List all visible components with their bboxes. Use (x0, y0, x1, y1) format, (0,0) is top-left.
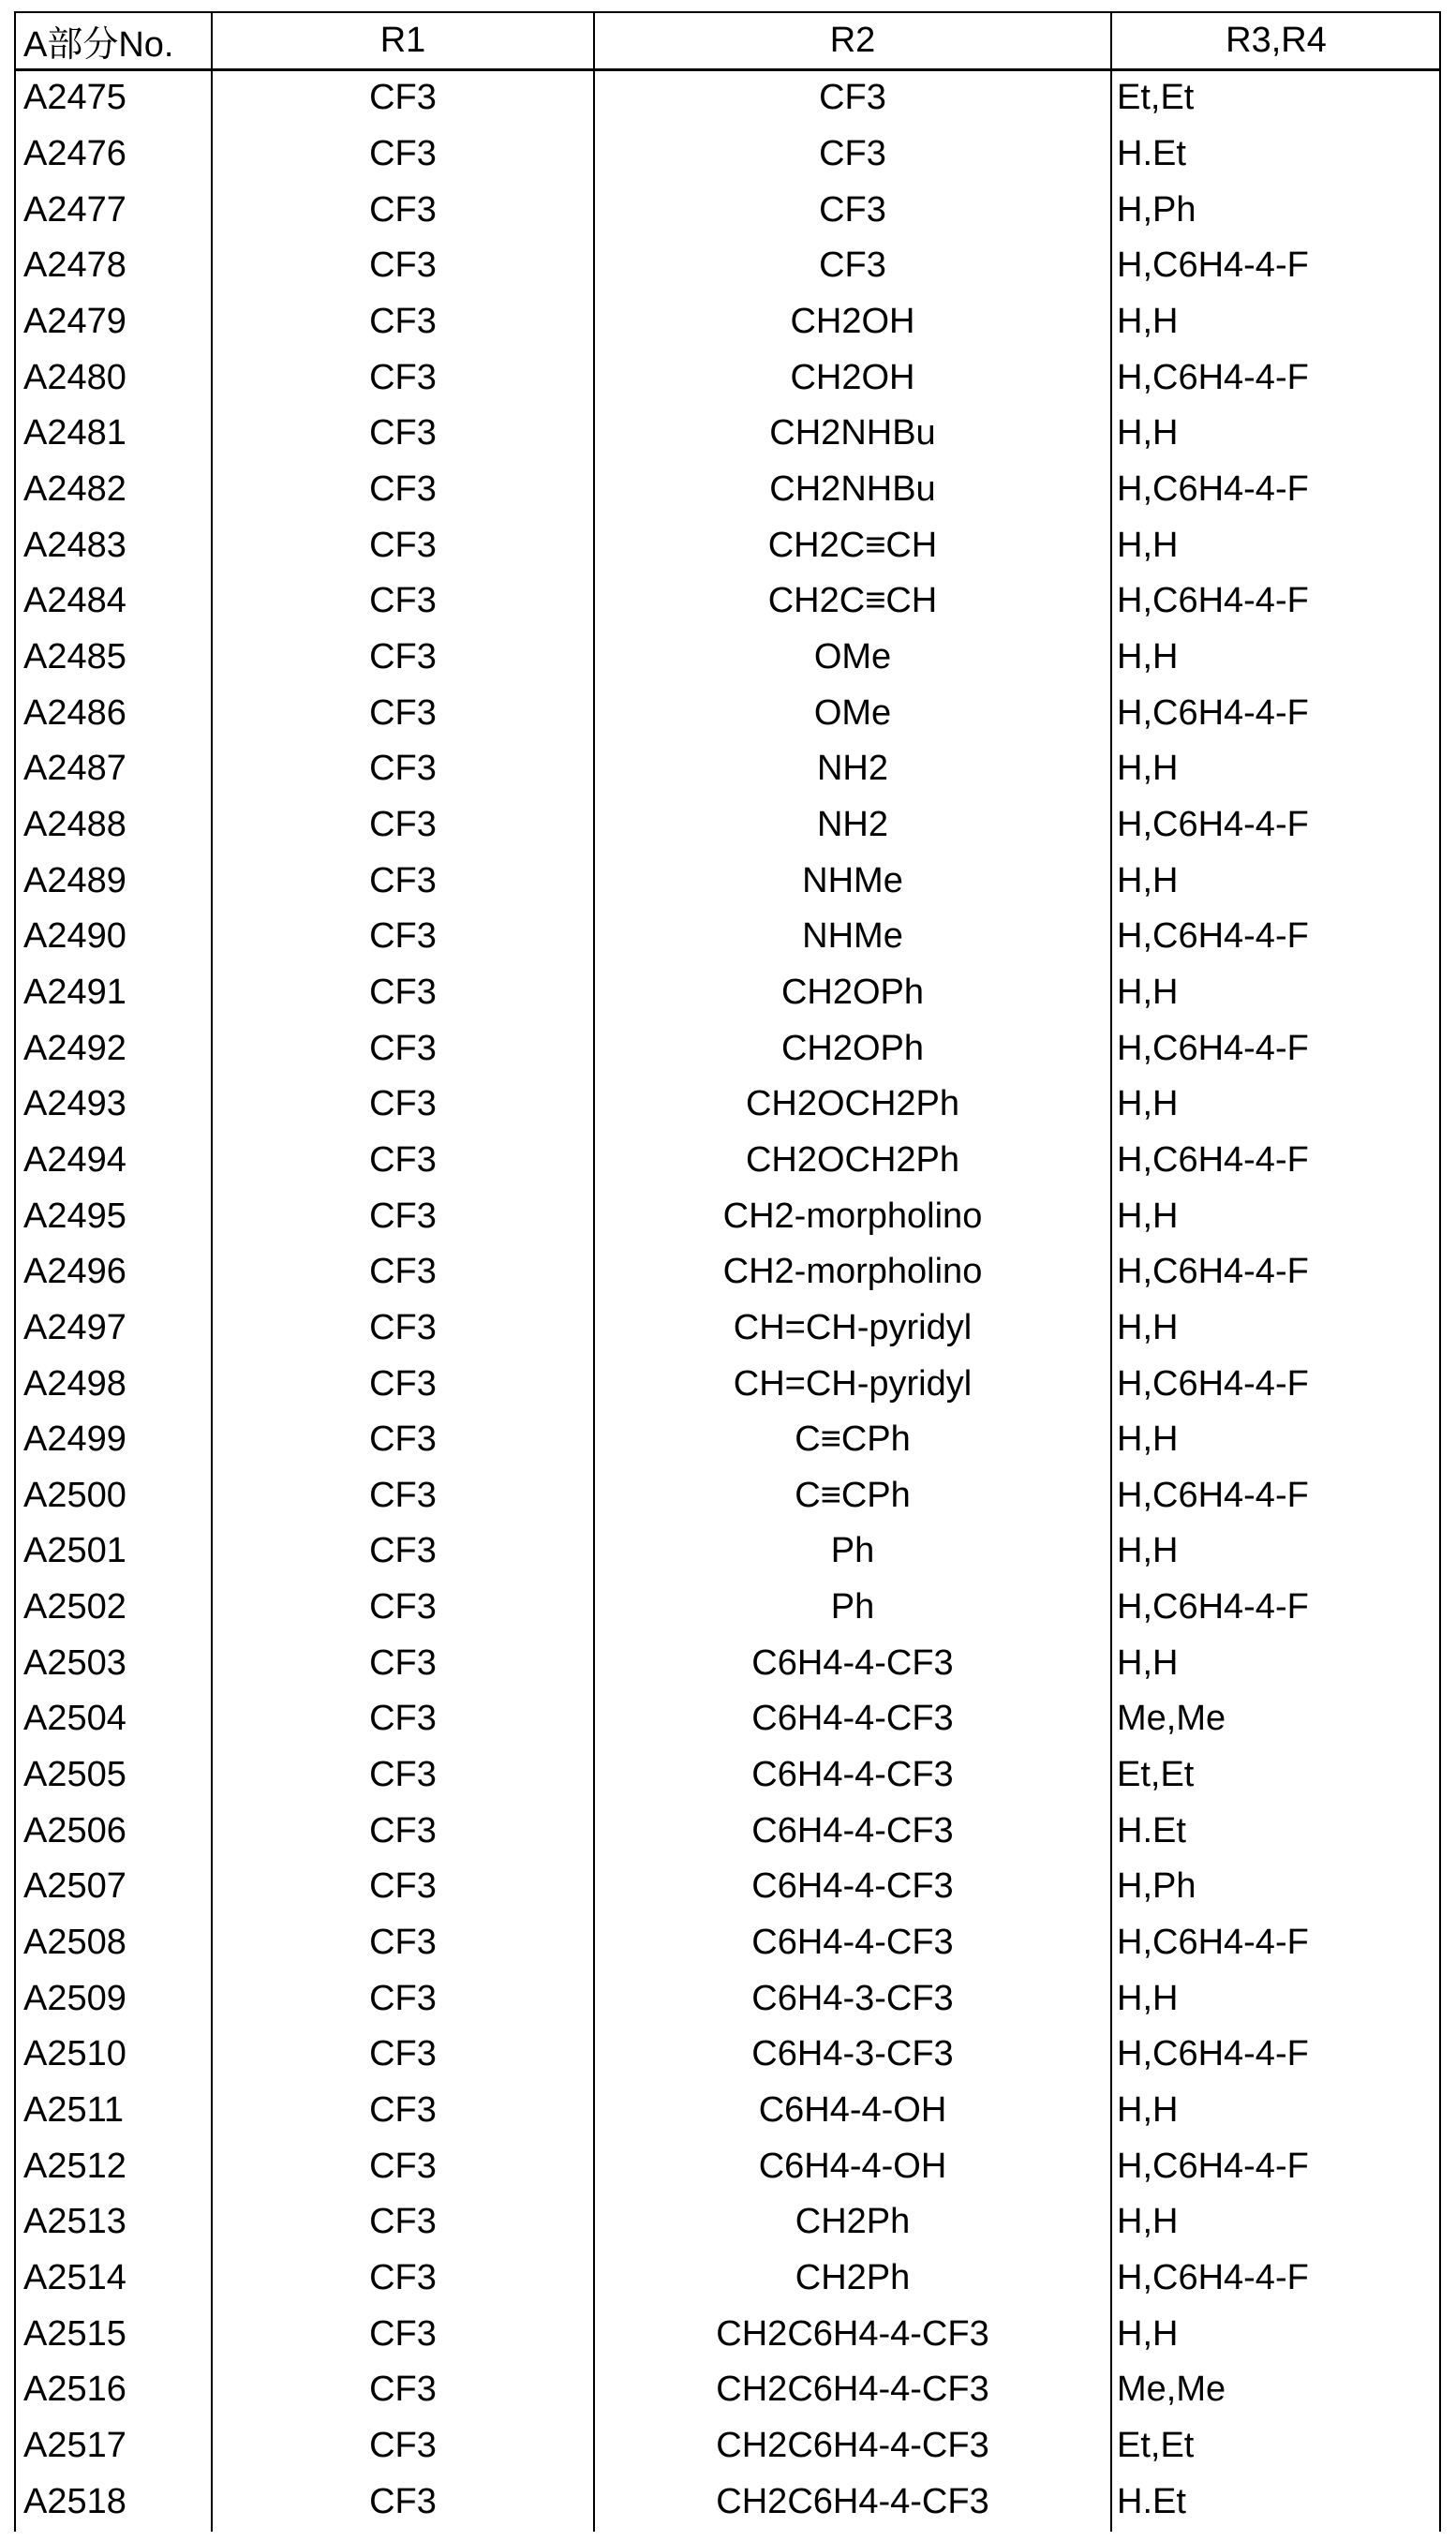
cell-r2: CH2C6H4-4-CF3 (716, 2481, 989, 2521)
cell-r1: CF3 (369, 1923, 437, 1963)
cell-r2: Ph (830, 1531, 875, 1571)
cell-r1: CF3 (369, 1084, 437, 1124)
cell-r1: CF3 (369, 2481, 437, 2521)
cell-r1: CF3 (369, 1475, 437, 1515)
cell-r2: CH2C6H4-4-CF3 (716, 2426, 989, 2466)
cell-r3-r4: Et,Et (1117, 78, 1195, 118)
table-row (14, 1970, 1441, 2027)
table-row (14, 2027, 1441, 2083)
cell-a-part-no: A2491 (23, 972, 126, 1012)
cell-r1: CF3 (369, 133, 437, 173)
cell-r2: CH2C6H4-4-CF3 (716, 2370, 989, 2410)
cell-r2: CF3 (819, 133, 886, 173)
header-r2: R2 (829, 21, 876, 60)
cell-r3-r4: Me,Me (1117, 1699, 1226, 1739)
cell-r3-r4: H,H (1117, 1531, 1179, 1571)
cell-r1: CF3 (369, 972, 437, 1012)
table-row (14, 70, 1441, 126)
cell-r1: CF3 (369, 301, 437, 341)
cell-r2: C6H4-4-CF3 (751, 1642, 954, 1683)
cell-a-part-no: A2513 (23, 2202, 126, 2242)
table-header-row (14, 11, 1441, 71)
table-row (14, 1020, 1441, 1077)
cell-r3-r4: H,H (1117, 301, 1179, 341)
cell-r2: CH2C6H4-4-CF3 (716, 2313, 989, 2354)
cell-r2: CH2OPh (780, 1028, 925, 1068)
cell-r2: CH2OH (790, 357, 915, 397)
cell-r1: CF3 (369, 1419, 437, 1460)
cell-r3-r4: H,H (1117, 636, 1179, 676)
cell-r3-r4: H,H (1117, 2202, 1179, 2242)
table-row (14, 2083, 1441, 2139)
cell-r2: CH=CH-pyridyl (733, 1307, 973, 1347)
table-row (14, 1635, 1441, 1691)
header-r1: R1 (379, 21, 426, 60)
cell-r2: OMe (813, 636, 892, 676)
cell-r2: CH2Ph (795, 2202, 911, 2242)
cell-r3-r4: H,C6H4-4-F (1117, 357, 1309, 397)
table-row (14, 741, 1441, 797)
cell-r2: CH2OCH2Ph (745, 1139, 960, 1180)
cell-r1: CF3 (369, 1699, 437, 1739)
cell-r1: CF3 (369, 1531, 437, 1571)
cell-r3-r4: H.Et (1117, 1810, 1186, 1850)
cell-a-part-no: A2497 (23, 1307, 126, 1347)
cell-r3-r4: H,Ph (1117, 189, 1196, 230)
table-row (14, 462, 1441, 518)
cell-r2: C6H4-4-CF3 (751, 1923, 954, 1963)
table-row (14, 1244, 1441, 1300)
cell-r1: CF3 (369, 468, 437, 509)
cell-r2: CH2Ph (795, 2258, 911, 2298)
cell-a-part-no: A2493 (23, 1084, 126, 1124)
cell-a-part-no: A2478 (23, 245, 126, 286)
cell-r3-r4: H,C6H4-4-F (1117, 916, 1309, 957)
cell-a-part-no: A2486 (23, 692, 126, 733)
cell-r3-r4: H,H (1117, 1084, 1179, 1124)
table-row (14, 1188, 1441, 1244)
compound-table (14, 11, 1441, 2532)
cell-r3-r4: H,C6H4-4-F (1117, 1923, 1309, 1963)
cell-r1: CF3 (369, 1028, 437, 1068)
table-row (14, 853, 1441, 909)
cell-a-part-no: A2509 (23, 1978, 126, 2018)
cell-r1: CF3 (369, 245, 437, 286)
cell-r3-r4: H,H (1117, 749, 1179, 789)
cell-r2: Ph (830, 1587, 875, 1627)
cell-a-part-no: A2481 (23, 413, 126, 453)
cell-r2: CH2NHBu (769, 468, 936, 509)
cell-r3-r4: H,H (1117, 525, 1179, 565)
table-row (14, 294, 1441, 350)
cell-r2: CH2OH (790, 301, 915, 341)
cell-r1: CF3 (369, 916, 437, 957)
table-row (14, 1356, 1441, 1412)
cell-r1: CF3 (369, 1307, 437, 1347)
cell-a-part-no: A2514 (23, 2258, 126, 2298)
cell-a-part-no: A2483 (23, 525, 126, 565)
cell-r3-r4: H,H (1117, 1307, 1179, 1347)
cell-r3-r4: H,H (1117, 860, 1179, 900)
cell-a-part-no: A2500 (23, 1475, 126, 1515)
table-row (14, 1691, 1441, 1747)
table-row (14, 965, 1441, 1021)
cell-a-part-no: A2504 (23, 1699, 126, 1739)
cell-r1: CF3 (369, 1978, 437, 2018)
cell-r1: CF3 (369, 189, 437, 230)
table-row (14, 126, 1441, 183)
cell-r3-r4: H,C6H4-4-F (1117, 1139, 1309, 1180)
cell-a-part-no: A2507 (23, 1866, 126, 1907)
cell-r3-r4: H,C6H4-4-F (1117, 2034, 1309, 2074)
cell-a-part-no: A2510 (23, 2034, 126, 2074)
cell-r3-r4: H,C6H4-4-F (1117, 2146, 1309, 2186)
table-row (14, 573, 1441, 630)
cell-r2: CH2OPh (780, 972, 925, 1012)
cell-r1: CF3 (369, 2313, 437, 2354)
cell-r1: CF3 (369, 2258, 437, 2298)
cell-r3-r4: H,C6H4-4-F (1117, 245, 1309, 286)
cell-r2: CH2NHBu (769, 413, 936, 453)
cell-r1: CF3 (369, 2090, 437, 2131)
table-row (14, 349, 1441, 406)
table-row (14, 1077, 1441, 1133)
cell-r1: CF3 (369, 357, 437, 397)
cell-r3-r4: H,H (1117, 2313, 1179, 2354)
cell-r3-r4: H,C6H4-4-F (1117, 468, 1309, 509)
header-r3-r4: R3,R4 (1226, 21, 1327, 60)
cell-r1: CF3 (369, 2370, 437, 2410)
cell-r2: CH2C≡CH (767, 525, 938, 565)
cell-r3-r4: H,C6H4-4-F (1117, 1587, 1309, 1627)
cell-r2: NH2 (816, 804, 889, 844)
cell-r1: CF3 (369, 1866, 437, 1907)
cell-r1: CF3 (369, 78, 437, 118)
cell-r1: CF3 (369, 860, 437, 900)
cell-a-part-no: A2499 (23, 1419, 126, 1460)
cell-r1: CF3 (369, 2146, 437, 2186)
cell-a-part-no: A2505 (23, 1755, 126, 1795)
cell-r1: CF3 (369, 804, 437, 844)
cell-r3-r4: H,C6H4-4-F (1117, 581, 1309, 621)
cell-a-part-no: A2479 (23, 301, 126, 341)
table-row (14, 797, 1441, 854)
cell-r3-r4: H,C6H4-4-F (1117, 1475, 1309, 1515)
cell-r2: NHMe (802, 916, 903, 957)
cell-r3-r4: Et,Et (1117, 2426, 1195, 2466)
cell-r3-r4: H,C6H4-4-F (1117, 1252, 1309, 1292)
cell-a-part-no: A2495 (23, 1196, 126, 1236)
cell-r1: CF3 (369, 692, 437, 733)
cell-r1: CF3 (369, 1363, 437, 1404)
cell-r2: CH2-morpholino (722, 1252, 983, 1292)
cell-r2: OMe (813, 692, 892, 733)
cell-r3-r4: H,H (1117, 1196, 1179, 1236)
cell-a-part-no: A2475 (23, 78, 126, 118)
cell-r2: C6H4-4-CF3 (751, 1755, 954, 1795)
table-row (14, 1580, 1441, 1636)
cell-a-part-no: A2517 (23, 2426, 126, 2466)
cell-r2: C≡CPh (795, 1419, 911, 1460)
cell-r3-r4: H.Et (1117, 2481, 1186, 2521)
cell-a-part-no: A2506 (23, 1810, 126, 1850)
cell-r2: NH2 (816, 749, 889, 789)
cell-r2: CF3 (819, 245, 886, 286)
cell-r2: C6H4-4-CF3 (751, 1810, 954, 1850)
table-row (14, 517, 1441, 573)
cell-r2: CH2-morpholino (722, 1196, 983, 1236)
table-row (14, 630, 1441, 686)
cell-r3-r4: H.Et (1117, 133, 1186, 173)
cell-r3-r4: H,H (1117, 972, 1179, 1012)
cell-a-part-no: A2477 (23, 189, 126, 230)
table-row (14, 1859, 1441, 1915)
cell-r2: NHMe (802, 860, 903, 900)
cell-r3-r4: H,C6H4-4-F (1117, 2258, 1309, 2298)
cell-r3-r4: H,C6H4-4-F (1117, 804, 1309, 844)
cell-r1: CF3 (369, 581, 437, 621)
cell-r2: C6H4-4-OH (758, 2090, 947, 2131)
cell-r1: CF3 (369, 1252, 437, 1292)
cell-r1: CF3 (369, 1139, 437, 1180)
cell-r3-r4: H,Ph (1117, 1866, 1196, 1907)
cell-a-part-no: A2487 (23, 749, 126, 789)
cell-a-part-no: A2494 (23, 1139, 126, 1180)
cell-r3-r4: Et,Et (1117, 1755, 1195, 1795)
cell-a-part-no: A2490 (23, 916, 126, 957)
cell-a-part-no: A2492 (23, 1028, 126, 1068)
cell-a-part-no: A2484 (23, 581, 126, 621)
cell-a-part-no: A2518 (23, 2481, 126, 2521)
cell-r2: C6H4-3-CF3 (751, 2034, 954, 2074)
table-row (14, 685, 1441, 741)
cell-a-part-no: A2498 (23, 1363, 126, 1404)
cell-r1: CF3 (369, 1755, 437, 1795)
cell-r1: CF3 (369, 525, 437, 565)
cell-r3-r4: H,H (1117, 1978, 1179, 2018)
cell-a-part-no: A2501 (23, 1531, 126, 1571)
cell-r1: CF3 (369, 1810, 437, 1850)
table-row (14, 182, 1441, 238)
cell-a-part-no: A2496 (23, 1252, 126, 1292)
cell-a-part-no: A2488 (23, 804, 126, 844)
table-row (14, 909, 1441, 965)
cell-a-part-no: A2508 (23, 1923, 126, 1963)
cell-a-part-no: A2515 (23, 2313, 126, 2354)
table-row (14, 2418, 1441, 2474)
cell-a-part-no: A2511 (23, 2090, 125, 2131)
table-row (14, 406, 1441, 462)
cell-r1: CF3 (369, 2202, 437, 2242)
cell-r3-r4: H,C6H4-4-F (1117, 1363, 1309, 1404)
table-row (14, 1523, 1441, 1580)
cell-r2: CF3 (819, 189, 886, 230)
cell-r2: C≡CPh (795, 1475, 911, 1515)
table-row (14, 2138, 1441, 2194)
cell-r2: CF3 (819, 78, 886, 118)
cell-r1: CF3 (369, 2034, 437, 2074)
table-row (14, 1747, 1441, 1804)
table-row (14, 2474, 1441, 2530)
cell-r2: C6H4-4-CF3 (751, 1866, 954, 1907)
cell-a-part-no: A2512 (23, 2146, 126, 2186)
cell-a-part-no: A2482 (23, 468, 126, 509)
table-row (14, 238, 1441, 294)
table-row (14, 2362, 1441, 2418)
cell-a-part-no: A2502 (23, 1587, 126, 1627)
cell-r1: CF3 (369, 1196, 437, 1236)
cell-r2: CH2C≡CH (767, 581, 938, 621)
cell-a-part-no: A2503 (23, 1642, 126, 1683)
cell-r3-r4: Me,Me (1117, 2370, 1226, 2410)
cell-r1: CF3 (369, 749, 437, 789)
cell-r1: CF3 (369, 1642, 437, 1683)
cell-r1: CF3 (369, 2426, 437, 2466)
cell-r3-r4: H,H (1117, 1642, 1179, 1683)
cell-r2: CH=CH-pyridyl (733, 1363, 973, 1404)
cell-r3-r4: H,H (1117, 413, 1179, 453)
cell-r3-r4: H,H (1117, 2090, 1179, 2131)
cell-a-part-no: A2489 (23, 860, 126, 900)
table-row (14, 2251, 1441, 2307)
cell-r2: C6H4-3-CF3 (751, 1978, 954, 2018)
cell-a-part-no: A2485 (23, 636, 126, 676)
table-row (14, 1133, 1441, 1189)
cell-r3-r4: H,C6H4-4-F (1117, 692, 1309, 733)
table-row (14, 2194, 1441, 2251)
cell-a-part-no: A2516 (23, 2370, 126, 2410)
cell-a-part-no: A2480 (23, 357, 126, 397)
table-row (14, 1803, 1441, 1859)
header-a-part-no: A部分No. (23, 25, 174, 65)
table-row (14, 1300, 1441, 1357)
cell-r1: CF3 (369, 636, 437, 676)
cell-r2: C6H4-4-OH (758, 2146, 947, 2186)
table-row (14, 2306, 1441, 2362)
cell-r2: CH2OCH2Ph (745, 1084, 960, 1124)
cell-a-part-no: A2476 (23, 133, 126, 173)
table-row (14, 1412, 1441, 1468)
cell-r2: C6H4-4-CF3 (751, 1699, 954, 1739)
table-row (14, 1468, 1441, 1524)
table-row (14, 1915, 1441, 1971)
cell-r3-r4: H,C6H4-4-F (1117, 1028, 1309, 1068)
cell-r3-r4: H,H (1117, 1419, 1179, 1460)
cell-r1: CF3 (369, 413, 437, 453)
cell-r1: CF3 (369, 1587, 437, 1627)
